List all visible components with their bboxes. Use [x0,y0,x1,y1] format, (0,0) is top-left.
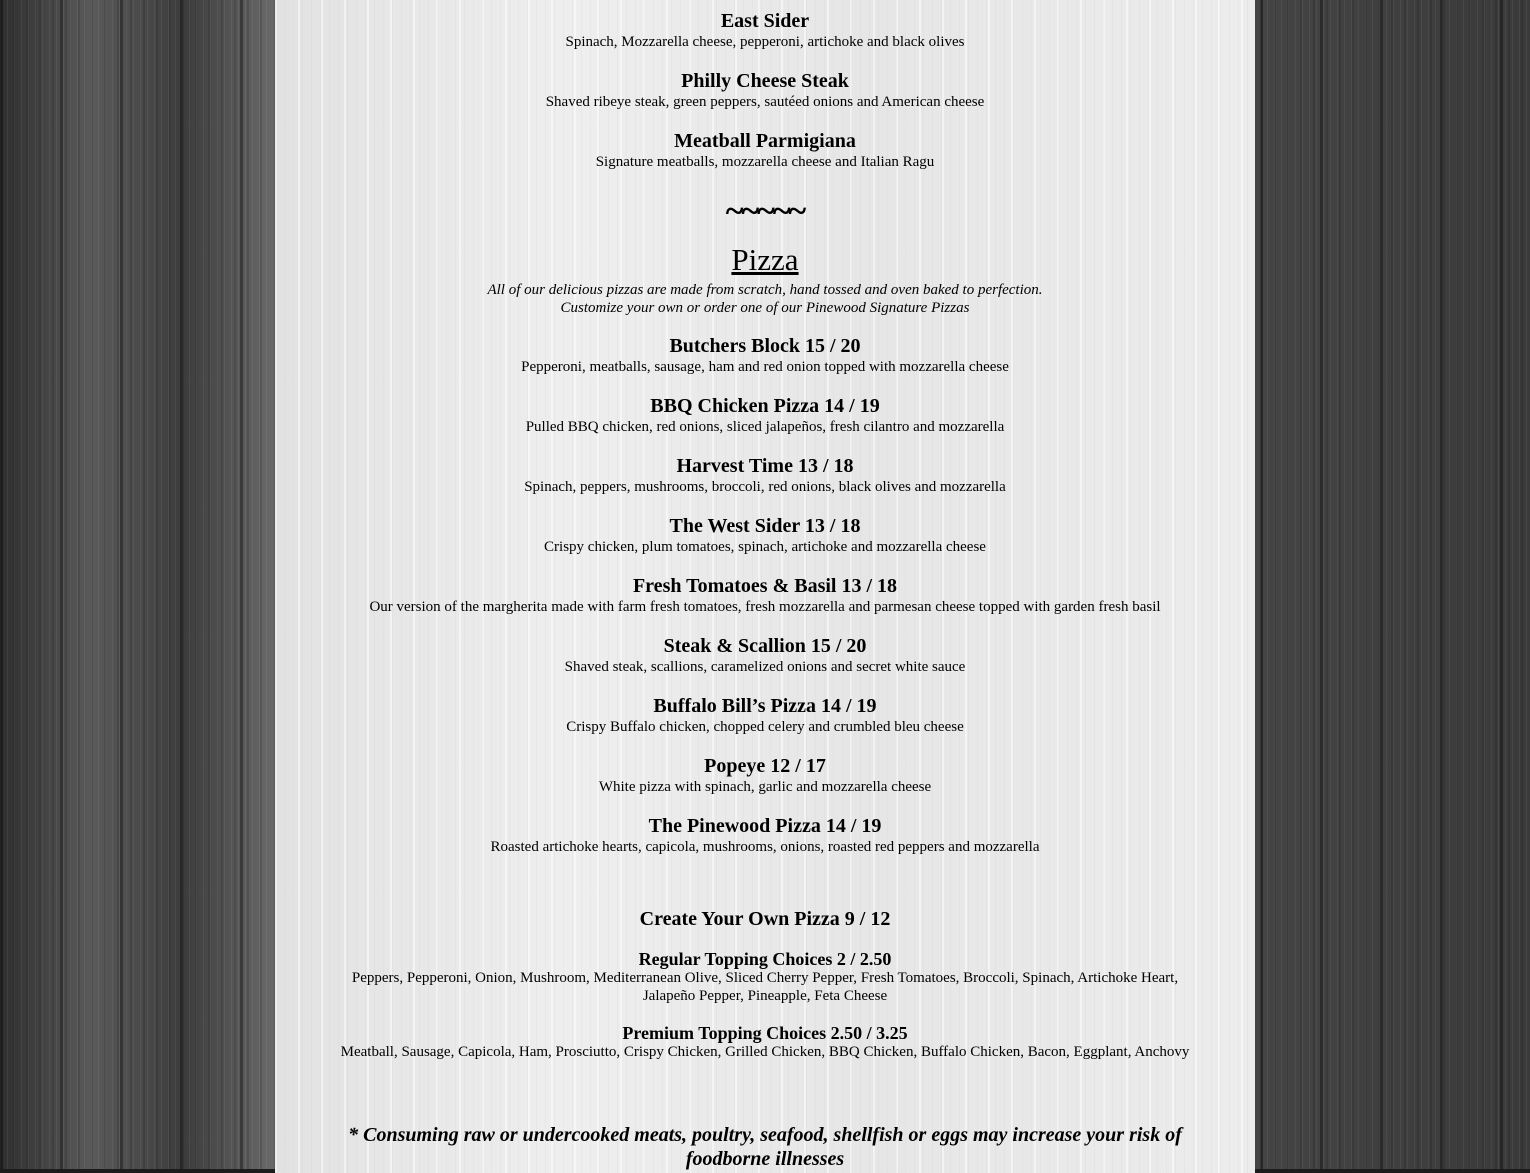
health-warning: * Consuming raw or undercooked meats, poultry, seafood, shellfish or eggs may increase your risk of [348,1124,1182,1146]
menu-panel [275,0,1255,1173]
item-description: Our version of the margherita made with farm fresh tomatoes, fresh mozzarella and parmesan cheese topped with garden fresh basil [369,599,1161,615]
item-description: White pizza with spinach, garlic and mozzarella cheese [598,779,932,795]
topping-list: Jalapeño Pepper, Pineapple, Feta Cheese [642,988,888,1004]
section-divider: ~~~~~ [725,193,805,230]
item-name: Buffalo Bill’s Pizza 14 / 19 [653,695,877,717]
item-description: Signature meatballs, mozzarella cheese and Italian Ragu [595,154,935,170]
topping-group-name: Regular Topping Choices 2 / 2.50 [638,949,892,969]
item-name: Steak & Scallion 15 / 20 [663,635,867,657]
item-description: Shaved steak, scallions, caramelized onions and secret white sauce [564,659,966,675]
topping-list: Peppers, Pepperoni, Onion, Mushroom, Mediterranean Olive, Sliced Cherry Pepper, Fresh Tomatoes, Broccoli, Spinach, Artichoke Heart, [351,970,1179,986]
item-name-create-your-own: Create Your Own Pizza 9 / 12 [639,908,891,930]
item-name: Fresh Tomatoes & Basil 13 / 18 [632,575,898,597]
topping-group-name: Premium Topping Choices 2.50 / 3.25 [622,1023,908,1043]
item-description: Pepperoni, meatballs, sausage, ham and red onion topped with mozzarella cheese [521,359,1009,375]
item-name: East Sider [720,10,810,32]
health-warning: foodborne illnesses [685,1148,845,1170]
item-name: BBQ Chicken Pizza 14 / 19 [650,395,880,417]
item-description: Roasted artichoke hearts, capicola, mushrooms, onions, roasted red peppers and mozzarella [490,839,1040,855]
item-name: Popeye 12 / 17 [704,755,826,777]
item-description: Pulled BBQ chicken, red onions, sliced jalapeños, fresh cilantro and mozzarella [525,419,1005,435]
section-intro: Customize your own or order one of our Pinewood Signature Pizzas [560,300,970,316]
item-description: Crispy chicken, plum tomatoes, spinach, artichoke and mozzarella cheese [544,539,986,555]
item-description: Crispy Buffalo chicken, chopped celery and crumbled bleu cheese [566,719,964,735]
item-name: Meatball Parmigiana [674,130,856,152]
item-description: Shaved ribeye steak, green peppers, sautéed onions and American cheese [545,94,985,110]
item-description: Spinach, peppers, mushrooms, broccoli, red onions, black olives and mozzarella [524,479,1006,495]
section-intro: All of our delicious pizzas are made from scratch, hand tossed and oven baked to perfection. [487,282,1043,298]
item-name: Philly Cheese Steak [681,70,849,92]
item-name: Harvest Time 13 / 18 [676,455,854,477]
item-name: Butchers Block 15 / 20 [669,335,861,357]
item-name: The Pinewood Pizza 14 / 19 [648,815,882,837]
section-heading-pizza: Pizza [731,242,799,277]
item-name: The West Sider 13 / 18 [669,515,861,537]
item-description: Spinach, Mozzarella cheese, pepperoni, artichoke and black olives [565,34,965,50]
topping-list: Meatball, Sausage, Capicola, Ham, Prosciutto, Crispy Chicken, Grilled Chicken, BBQ Chicken, Buffalo Chicken, Bacon, Eggplant, Anchovy [340,1044,1190,1060]
